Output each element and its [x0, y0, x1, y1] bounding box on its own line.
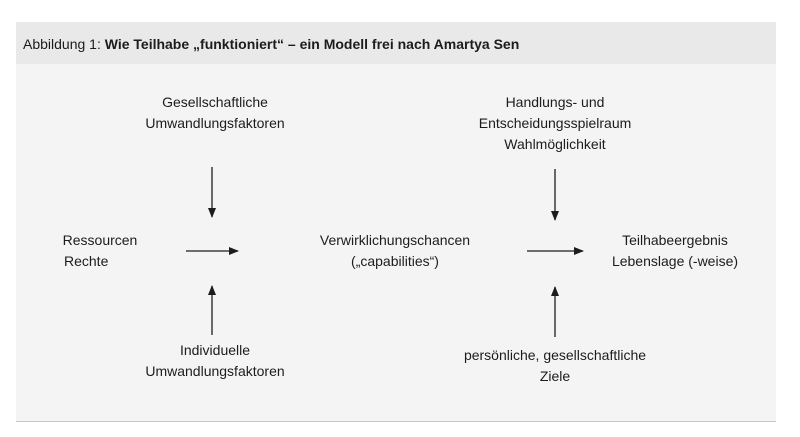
node-line: Gesellschaftliche — [162, 94, 268, 110]
node-line: Handlungs- und — [505, 94, 605, 110]
node-line: Ressourcen — [62, 232, 138, 248]
node-line: Umwandlungsfaktoren — [145, 115, 285, 131]
node-line: Wahlmöglichkeit — [504, 136, 606, 152]
node-line: Rechte — [64, 253, 109, 269]
node-line: Verwirklichungschancen — [319, 232, 471, 248]
node-line: Individuelle — [179, 342, 251, 358]
node-line: Ziele — [539, 368, 571, 384]
caption-label: Abbildung 1: — [23, 36, 101, 52]
node-line: Lebenslage (-weise) — [611, 253, 739, 269]
node-line: Entscheidungsspielraum — [478, 115, 632, 131]
node-line: („capabilities“) — [351, 253, 439, 269]
node-line: persönliche, gesellschaftliche — [463, 347, 647, 363]
node-line: Umwandlungsfaktoren — [145, 363, 285, 379]
caption-title: Wie Teilhabe „funktioniert“ – ein Modell frei nach Amartya Sen — [104, 36, 520, 52]
node-line: Teilhabeergebnis — [622, 232, 728, 248]
